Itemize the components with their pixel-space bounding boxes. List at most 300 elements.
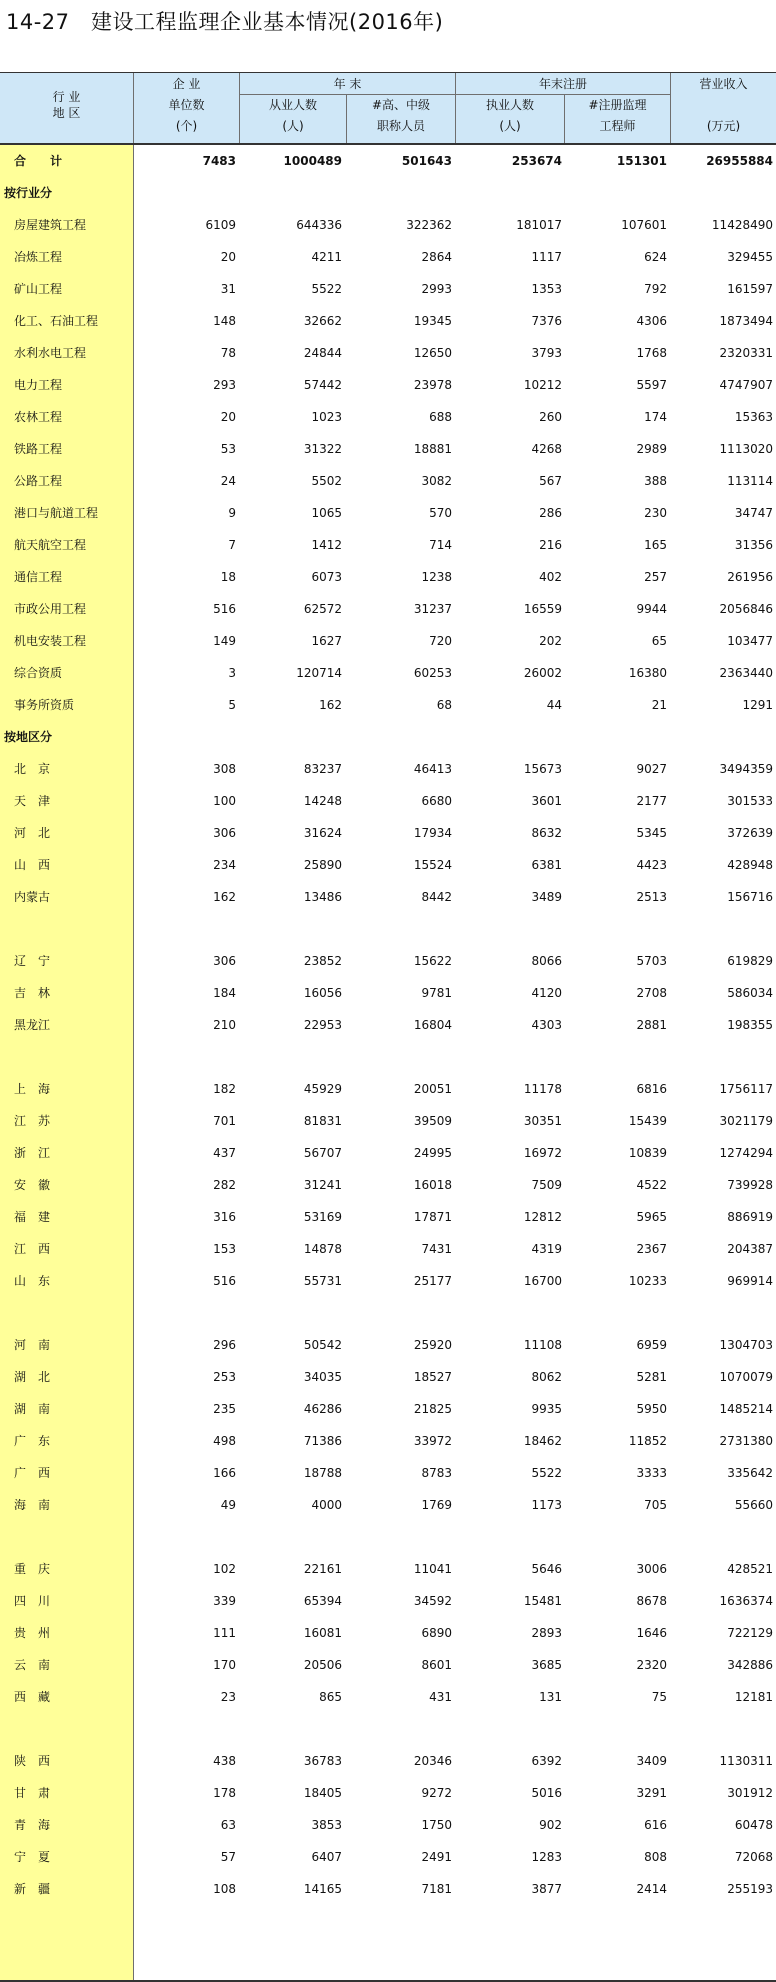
cell-value: 81831 — [303, 1114, 342, 1128]
table-row — [0, 1073, 776, 1105]
row-label: 河 南 — [14, 1338, 51, 1352]
header-engineers: #注册监理 — [588, 98, 647, 112]
header-employees: 从业人数 — [268, 98, 317, 112]
table-row — [0, 785, 776, 817]
row-label: 浙 江 — [14, 1146, 51, 1160]
cell-value: 1238 — [421, 570, 452, 584]
cell-value: 18881 — [413, 442, 452, 456]
cell-value: 6392 — [531, 1754, 562, 1768]
cell-value: 286 — [539, 506, 562, 520]
cell-value: 16081 — [303, 1626, 342, 1640]
spacer-row — [0, 913, 776, 945]
row-label: 冶炼工程 — [14, 250, 63, 264]
cell-value: 235 — [213, 1402, 236, 1416]
cell-value: 63 — [220, 1818, 236, 1832]
cell-value: 49 — [220, 1498, 236, 1512]
row-label: 贵 州 — [14, 1626, 51, 1640]
cell-value: 701 — [213, 1114, 236, 1128]
cell-value: 329455 — [727, 250, 773, 264]
cell-value: 34035 — [303, 1370, 342, 1384]
cell-value: 253 — [213, 1370, 236, 1384]
cell-value: 1636374 — [719, 1594, 773, 1608]
cell-value: 234 — [213, 858, 236, 872]
cell-value: 16559 — [523, 602, 562, 616]
cell-value: 7376 — [531, 314, 562, 328]
cell-value: 4319 — [531, 1242, 562, 1256]
table-row — [0, 1841, 776, 1873]
table-row — [0, 1745, 776, 1777]
cell-value: 257 — [644, 570, 667, 584]
header-year-end: 年 末 — [333, 77, 362, 91]
cell-value: 15439 — [628, 1114, 667, 1128]
cell-value: 2367 — [636, 1242, 667, 1256]
cell-value: 68 — [436, 698, 452, 712]
cell-value: 428521 — [727, 1562, 773, 1576]
section-row — [0, 177, 776, 209]
cell-value: 11041 — [413, 1562, 452, 1576]
cell-value: 55660 — [734, 1498, 773, 1512]
cell-value: 7431 — [421, 1242, 452, 1256]
table-row — [0, 305, 776, 337]
cell-value: 1353 — [531, 282, 562, 296]
cell-value: 202 — [539, 634, 562, 648]
row-label: 天 津 — [14, 794, 51, 808]
cell-value: 31322 — [303, 442, 342, 456]
cell-value: 5646 — [531, 1562, 562, 1576]
cell-value: 34592 — [413, 1594, 452, 1608]
cell-value: 9781 — [421, 986, 452, 1000]
cell-value: 3082 — [421, 474, 452, 488]
header-stub-region: 地 区 — [52, 106, 81, 120]
cell-value: 388 — [644, 474, 667, 488]
cell-value: 4303 — [531, 1018, 562, 1032]
cell-value: 102 — [213, 1562, 236, 1576]
cell-value: 32662 — [303, 314, 342, 328]
cell-value: 437 — [213, 1146, 236, 1160]
cell-value: 516 — [213, 602, 236, 616]
spacer-row — [0, 1521, 776, 1553]
header-enterprise-unit: (个) — [175, 119, 198, 133]
cell-value: 13486 — [303, 890, 342, 904]
cell-value: 8062 — [531, 1370, 562, 1384]
cell-value: 7181 — [421, 1882, 452, 1896]
cell-value: 10212 — [523, 378, 562, 392]
row-label: 四 川 — [14, 1594, 51, 1608]
cell-value: 11852 — [628, 1434, 667, 1448]
cell-value: 1000489 — [283, 154, 342, 168]
header-employees-unit: (人) — [282, 119, 304, 133]
table-row — [0, 1265, 776, 1297]
cell-value: 1130311 — [719, 1754, 773, 1768]
table-row — [0, 1649, 776, 1681]
cell-value: 23852 — [303, 954, 342, 968]
cell-value: 296 — [213, 1338, 236, 1352]
cell-value: 501643 — [401, 154, 452, 168]
cell-value: 586034 — [727, 986, 773, 1000]
cell-value: 33972 — [413, 1434, 452, 1448]
table-row — [0, 1809, 776, 1841]
cell-value: 9944 — [636, 602, 667, 616]
cell-value: 149 — [213, 634, 236, 648]
cell-value: 339 — [213, 1594, 236, 1608]
cell-value: 182 — [213, 1082, 236, 1096]
table-row — [0, 273, 776, 305]
cell-value: 720 — [429, 634, 452, 648]
cell-value: 31237 — [413, 602, 452, 616]
cell-value: 516 — [213, 1274, 236, 1288]
cell-value: 83237 — [303, 762, 342, 776]
cell-value: 7 — [228, 538, 236, 552]
cell-value: 23 — [220, 1690, 236, 1704]
cell-value: 1750 — [421, 1818, 452, 1832]
section-row — [0, 721, 776, 753]
table-row — [0, 1169, 776, 1201]
cell-value: 57442 — [303, 378, 342, 392]
cell-value: 2993 — [421, 282, 452, 296]
table-row — [0, 1329, 776, 1361]
cell-value: 1768 — [636, 346, 667, 360]
cell-value: 306 — [213, 826, 236, 840]
cell-value: 2414 — [636, 1882, 667, 1896]
cell-value: 39509 — [413, 1114, 452, 1128]
spacer-row — [0, 1713, 776, 1745]
row-label: 福 建 — [14, 1210, 51, 1224]
table-row — [0, 1553, 776, 1585]
cell-value: 1173 — [531, 1498, 562, 1512]
cell-value: 5950 — [636, 1402, 667, 1416]
cell-value: 5345 — [636, 826, 667, 840]
cell-value: 5281 — [636, 1370, 667, 1384]
row-label: 水利水电工程 — [14, 346, 87, 360]
table-row — [0, 337, 776, 369]
cell-value: 65394 — [303, 1594, 342, 1608]
row-label: 公路工程 — [14, 474, 63, 488]
header-revenue-unit: (万元) — [706, 119, 741, 133]
cell-value: 3494359 — [719, 762, 773, 776]
cell-value: 20 — [220, 410, 236, 424]
cell-value: 131 — [539, 1690, 562, 1704]
row-label: 电力工程 — [14, 378, 63, 392]
cell-value: 24844 — [303, 346, 342, 360]
cell-value: 75 — [651, 1690, 667, 1704]
row-label: 新 疆 — [14, 1882, 51, 1896]
cell-value: 306 — [213, 954, 236, 968]
row-label: 上 海 — [14, 1082, 51, 1096]
table-row — [0, 657, 776, 689]
cell-value: 204387 — [727, 1242, 773, 1256]
cell-value: 8442 — [421, 890, 452, 904]
cell-value: 15622 — [413, 954, 452, 968]
table-row — [0, 529, 776, 561]
cell-value: 260 — [539, 410, 562, 424]
table-row — [0, 1361, 776, 1393]
cell-value: 293 — [213, 378, 236, 392]
row-label: 山 西 — [14, 858, 51, 872]
cell-value: 21825 — [413, 1402, 452, 1416]
table-row — [0, 1425, 776, 1457]
row-label: 通信工程 — [14, 570, 63, 584]
cell-value: 181017 — [516, 218, 562, 232]
cell-value: 178 — [213, 1786, 236, 1800]
cell-value: 60253 — [413, 666, 452, 680]
table-row — [0, 1393, 776, 1425]
row-label: 矿山工程 — [14, 282, 63, 296]
cell-value: 11178 — [523, 1082, 562, 1096]
divider-header-span — [456, 94, 670, 95]
cell-value: 24995 — [413, 1146, 452, 1160]
cell-value: 60478 — [734, 1818, 773, 1832]
cell-value: 2320 — [636, 1658, 667, 1672]
table-row — [0, 849, 776, 881]
cell-value: 2056846 — [719, 602, 773, 616]
divider-header-span — [240, 94, 455, 95]
cell-value: 3793 — [531, 346, 562, 360]
cell-value: 2893 — [531, 1626, 562, 1640]
cell-value: 5502 — [311, 474, 342, 488]
header-practicing-unit: (人) — [499, 119, 521, 133]
cell-value: 1756117 — [719, 1082, 773, 1096]
cell-value: 103477 — [727, 634, 773, 648]
cell-value: 1627 — [311, 634, 342, 648]
cell-value: 31356 — [734, 538, 773, 552]
cell-value: 108 — [213, 1882, 236, 1896]
cell-value: 2513 — [636, 890, 667, 904]
cell-value: 23978 — [413, 378, 452, 392]
cell-value: 6959 — [636, 1338, 667, 1352]
cell-value: 722129 — [727, 1626, 773, 1640]
cell-value: 301533 — [727, 794, 773, 808]
row-label: 铁路工程 — [14, 442, 63, 456]
cell-value: 6816 — [636, 1082, 667, 1096]
cell-value: 2989 — [636, 442, 667, 456]
cell-value: 1412 — [311, 538, 342, 552]
cell-value: 4120 — [531, 986, 562, 1000]
cell-value: 3021179 — [719, 1114, 773, 1128]
cell-value: 3685 — [531, 1658, 562, 1672]
total-row — [0, 145, 776, 177]
cell-value: 16972 — [523, 1146, 562, 1160]
cell-value: 1113020 — [719, 442, 773, 456]
row-label: 湖 北 — [14, 1370, 51, 1384]
table-row — [0, 497, 776, 529]
cell-value: 161597 — [727, 282, 773, 296]
cell-value: 4747907 — [719, 378, 773, 392]
cell-value: 46286 — [303, 1402, 342, 1416]
cell-value: 31241 — [303, 1178, 342, 1192]
spacer-row — [0, 1297, 776, 1329]
cell-value: 100 — [213, 794, 236, 808]
cell-value: 5522 — [531, 1466, 562, 1480]
spacer-row — [0, 1041, 776, 1073]
table-row — [0, 1489, 776, 1521]
table-row — [0, 1585, 776, 1617]
row-label: 辽 宁 — [14, 954, 51, 968]
cell-value: 4306 — [636, 314, 667, 328]
cell-value: 644336 — [296, 218, 342, 232]
cell-value: 26002 — [523, 666, 562, 680]
cell-value: 22161 — [303, 1562, 342, 1576]
cell-value: 22953 — [303, 1018, 342, 1032]
row-label: 房屋建筑工程 — [14, 218, 87, 232]
cell-value: 4522 — [636, 1178, 667, 1192]
row-label: 黑龙江 — [14, 1018, 51, 1032]
cell-value: 9272 — [421, 1786, 452, 1800]
cell-value: 107601 — [621, 218, 667, 232]
cell-value: 2363440 — [719, 666, 773, 680]
cell-value: 11428490 — [711, 218, 773, 232]
row-label: 北 京 — [14, 762, 51, 776]
cell-value: 166 — [213, 1466, 236, 1480]
cell-value: 26955884 — [706, 154, 773, 168]
cell-value: 5703 — [636, 954, 667, 968]
cell-value: 438 — [213, 1754, 236, 1768]
cell-value: 8066 — [531, 954, 562, 968]
cell-value: 65 — [651, 634, 667, 648]
table-row — [0, 1233, 776, 1265]
row-label: 吉 林 — [14, 986, 51, 1000]
cell-value: 20346 — [413, 1754, 452, 1768]
cell-value: 20506 — [303, 1658, 342, 1672]
header-engineers-2: 工程师 — [599, 119, 636, 133]
cell-value: 20051 — [413, 1082, 452, 1096]
cell-value: 12650 — [413, 346, 452, 360]
cell-value: 9935 — [531, 1402, 562, 1416]
cell-value: 2881 — [636, 1018, 667, 1032]
cell-value: 688 — [429, 410, 452, 424]
cell-value: 18405 — [303, 1786, 342, 1800]
cell-value: 25177 — [413, 1274, 452, 1288]
table-row — [0, 433, 776, 465]
cell-value: 153 — [213, 1242, 236, 1256]
cell-value: 55731 — [303, 1274, 342, 1288]
row-label: 安 徽 — [14, 1178, 51, 1192]
cell-value: 253674 — [511, 154, 562, 168]
row-label: 合 计 — [14, 154, 63, 168]
cell-value: 1117 — [531, 250, 562, 264]
cell-value: 2320331 — [719, 346, 773, 360]
cell-value: 2177 — [636, 794, 667, 808]
cell-value: 14878 — [303, 1242, 342, 1256]
cell-value: 3006 — [636, 1562, 667, 1576]
cell-value: 3291 — [636, 1786, 667, 1800]
cell-value: 1070079 — [719, 1370, 773, 1384]
cell-value: 886919 — [727, 1210, 773, 1224]
header-registered: 年末注册 — [538, 77, 587, 91]
row-label: 江 苏 — [14, 1114, 51, 1128]
cell-value: 4423 — [636, 858, 667, 872]
cell-value: 18788 — [303, 1466, 342, 1480]
cell-value: 9027 — [636, 762, 667, 776]
table-row — [0, 1681, 776, 1713]
row-label: 甘 肃 — [14, 1786, 51, 1800]
cell-value: 18527 — [413, 1370, 452, 1384]
cell-value: 808 — [644, 1850, 667, 1864]
table-row — [0, 1105, 776, 1137]
cell-value: 198355 — [727, 1018, 773, 1032]
cell-value: 170 — [213, 1658, 236, 1672]
cell-value: 16804 — [413, 1018, 452, 1032]
header-practicing: 执业人数 — [485, 98, 534, 112]
table-row — [0, 1777, 776, 1809]
cell-value: 261956 — [727, 570, 773, 584]
table-row — [0, 1137, 776, 1169]
cell-value: 498 — [213, 1434, 236, 1448]
row-label: 重 庆 — [14, 1562, 51, 1576]
cell-value: 624 — [644, 250, 667, 264]
cell-value: 53 — [220, 442, 236, 456]
header-senior-titles: #高、中级 — [371, 98, 431, 112]
cell-value: 865 — [319, 1690, 342, 1704]
cell-value: 111 — [213, 1626, 236, 1640]
cell-value: 619829 — [727, 954, 773, 968]
cell-value: 21 — [651, 698, 667, 712]
cell-value: 12181 — [734, 1690, 773, 1704]
page-title: 14-27 建设工程监理企业基本情况(2016年) — [6, 10, 444, 34]
cell-value: 1304703 — [719, 1338, 773, 1352]
cell-value: 7483 — [202, 154, 236, 168]
cell-value: 8678 — [636, 1594, 667, 1608]
row-label: 农林工程 — [14, 410, 63, 424]
cell-value: 36783 — [303, 1754, 342, 1768]
cell-value: 184 — [213, 986, 236, 1000]
table-row — [0, 1873, 776, 1905]
cell-value: 17871 — [413, 1210, 452, 1224]
table-row — [0, 1009, 776, 1041]
cell-value: 5965 — [636, 1210, 667, 1224]
cell-value: 316 — [213, 1210, 236, 1224]
cell-value: 17934 — [413, 826, 452, 840]
cell-value: 6381 — [531, 858, 562, 872]
cell-value: 570 — [429, 506, 452, 520]
table-row — [0, 881, 776, 913]
cell-value: 342886 — [727, 1658, 773, 1672]
header-enterprise: 企 业 — [172, 77, 201, 91]
row-label: 综合资质 — [14, 666, 63, 680]
cell-value: 9 — [228, 506, 236, 520]
cell-value: 6680 — [421, 794, 452, 808]
cell-value: 301912 — [727, 1786, 773, 1800]
cell-value: 162 — [213, 890, 236, 904]
cell-value: 335642 — [727, 1466, 773, 1480]
cell-value: 255193 — [727, 1882, 773, 1896]
cell-value: 71386 — [303, 1434, 342, 1448]
cell-value: 34747 — [734, 506, 773, 520]
cell-value: 10233 — [628, 1274, 667, 1288]
cell-value: 2864 — [421, 250, 452, 264]
table-row — [0, 465, 776, 497]
row-label: 河 北 — [14, 826, 51, 840]
cell-value: 24 — [220, 474, 236, 488]
row-label: 青 海 — [14, 1818, 51, 1832]
cell-value: 282 — [213, 1178, 236, 1192]
cell-value: 792 — [644, 282, 667, 296]
cell-value: 902 — [539, 1818, 562, 1832]
cell-value: 148 — [213, 314, 236, 328]
table-row — [0, 369, 776, 401]
table-row — [0, 977, 776, 1009]
cell-value: 714 — [429, 538, 452, 552]
cell-value: 5597 — [636, 378, 667, 392]
cell-value: 46413 — [413, 762, 452, 776]
cell-value: 8632 — [531, 826, 562, 840]
table-row — [0, 753, 776, 785]
cell-value: 18 — [220, 570, 236, 584]
cell-value: 3877 — [531, 1882, 562, 1896]
cell-value: 5016 — [531, 1786, 562, 1800]
row-label: 事务所资质 — [14, 698, 75, 712]
row-label: 宁 夏 — [14, 1850, 51, 1864]
cell-value: 25920 — [413, 1338, 452, 1352]
